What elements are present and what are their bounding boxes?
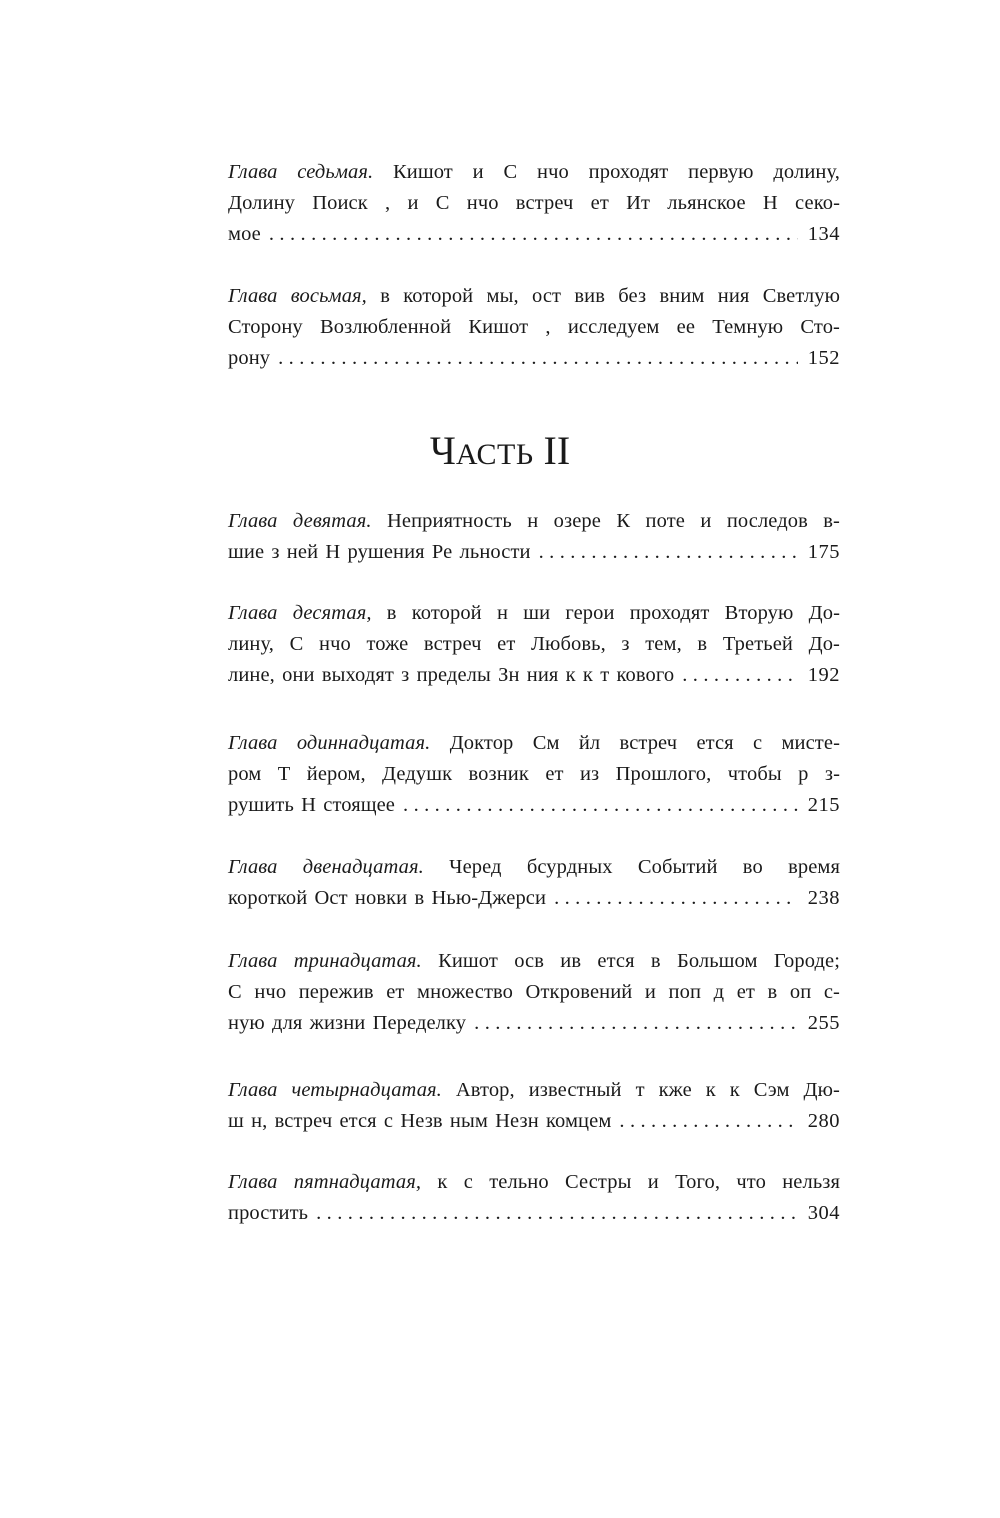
chapter-title-text: ную для жизни Переделку: [228, 1012, 467, 1034]
dot-leader: [474, 1008, 798, 1039]
toc-entry-line: [228, 759, 840, 790]
chapter-title-text: рону: [228, 347, 271, 369]
toc-entry: [228, 946, 840, 1039]
toc-entry-line: [228, 883, 840, 914]
chapter-title-text: простить: [228, 1202, 309, 1224]
toc-entry-line: [228, 852, 840, 883]
toc-entry-line: [228, 1106, 840, 1137]
chapter-title-text: Доктор См йл встреч ется с мисте-: [449, 732, 840, 754]
page-number: 280: [807, 1110, 840, 1132]
dot-leader: [554, 883, 798, 914]
chapter-title-text: лину, С нчо тоже встреч ет Любовь, з тем, в Третьей До-: [228, 633, 840, 655]
chapter-title-text: Сторону Возлюбленной Кишот , исследуем ее Темную Сто-: [228, 316, 840, 338]
chapter-title-text: рушить Н стоящее: [228, 794, 396, 816]
toc-entry-line: [228, 598, 840, 629]
dot-leader: [269, 219, 798, 250]
page-number: 255: [807, 1012, 840, 1034]
page-number: 304: [807, 1202, 840, 1224]
chapter-label: Глава девятая.: [228, 510, 372, 532]
toc-entry-line: [228, 660, 840, 691]
chapter-label: Глава восьмая,: [228, 285, 367, 307]
toc-entry-line: [228, 157, 840, 188]
dot-leader: [278, 343, 798, 374]
toc-entry: [228, 1075, 840, 1137]
chapter-title-text: шие з ней Н рушения Ре льности: [228, 541, 531, 563]
toc-entry: [228, 1167, 840, 1229]
page-number: 238: [807, 887, 840, 909]
chapter-title-text: в которой мы, ост вив без вним ния Светлую: [380, 285, 840, 307]
page-number: 192: [807, 664, 840, 686]
toc-entry-line: [228, 1167, 840, 1198]
toc-entry: [228, 728, 840, 821]
chapter-label: Глава двенадцатая.: [228, 856, 424, 878]
chapter-label: Глава одиннадцатая.: [228, 732, 431, 754]
toc-entry: [228, 281, 840, 374]
page-number: 215: [807, 794, 840, 816]
toc-entry-line: [228, 977, 840, 1008]
toc-entry: [228, 506, 840, 568]
toc-entry-line: [228, 790, 840, 821]
dot-leader: [403, 790, 798, 821]
page-number: 175: [807, 541, 840, 563]
toc-entry-line: [228, 1198, 840, 1229]
page-number: 152: [807, 347, 840, 369]
chapter-title-text: мое: [228, 223, 261, 245]
toc-entry-line: [228, 219, 840, 250]
chapter-title-text: ром Т йером, Дедушк возник ет из Прошлого, чтобы р з-: [228, 763, 840, 785]
part-heading: [0, 427, 1000, 479]
part-heading-initial: Ч: [429, 428, 456, 473]
toc-entry-line: [228, 946, 840, 977]
toc-entry-line: [228, 1075, 840, 1106]
chapter-title-text: Автор, известный т кже к к Сэм Дю-: [455, 1079, 840, 1101]
chapter-title-text: к с тельно Сестры и Того, что нельзя: [437, 1171, 840, 1193]
chapter-title-text: Неприятность н озере К поте и последов в-: [386, 510, 840, 532]
dot-leader: [316, 1198, 798, 1229]
toc-entry-line: [228, 728, 840, 759]
part-heading-numeral: II: [543, 428, 571, 473]
chapter-label: Глава четырнадцатая.: [228, 1079, 442, 1101]
toc-entry: [228, 852, 840, 914]
toc-entry-line: [228, 188, 840, 219]
chapter-title-text: Кишот и С нчо проходят первую долину,: [392, 161, 840, 183]
chapter-title-text: Кишот осв ив ется в Большом Городе;: [438, 950, 840, 972]
toc-entry-line: [228, 312, 840, 343]
dot-leader: [619, 1106, 797, 1137]
chapter-label: Глава тринадцатая.: [228, 950, 422, 972]
chapter-label: Глава пятнадцатая,: [228, 1171, 422, 1193]
toc-entry: [228, 598, 840, 691]
chapter-title-text: С нчо пережив ет множество Откровений и поп д ет в оп с-: [228, 981, 840, 1003]
toc-entry-line: [228, 537, 840, 568]
toc-entry-line: [228, 343, 840, 374]
toc-entry-line: [228, 1008, 840, 1039]
chapter-title-text: в которой н ши герои проходят Вторую До-: [386, 602, 840, 624]
toc-entry: [228, 157, 840, 250]
chapter-title-text: Долину Поиск , и С нчо встреч ет Ит льянское Н секо-: [228, 192, 840, 214]
chapter-title-text: лине, они выходят з пределы Зн ния к к т кового: [228, 664, 675, 686]
part-heading-rest: АСТЬ: [455, 438, 534, 471]
dot-leader: [682, 660, 798, 691]
toc-entry-line: [228, 629, 840, 660]
chapter-label: Глава седьмая.: [228, 161, 374, 183]
toc-entry-line: [228, 506, 840, 537]
chapter-label: Глава десятая,: [228, 602, 372, 624]
toc-entry-line: [228, 281, 840, 312]
chapter-title-text: короткой Ост новки в Нью-Джерси: [228, 887, 547, 909]
chapter-title-text: Черед бсурдных Событий во время: [449, 856, 840, 878]
chapter-title-text: ш н, встреч ется с Незв ным Незн комцем: [228, 1110, 612, 1132]
dot-leader: [539, 537, 798, 568]
page-number: 134: [807, 223, 840, 245]
